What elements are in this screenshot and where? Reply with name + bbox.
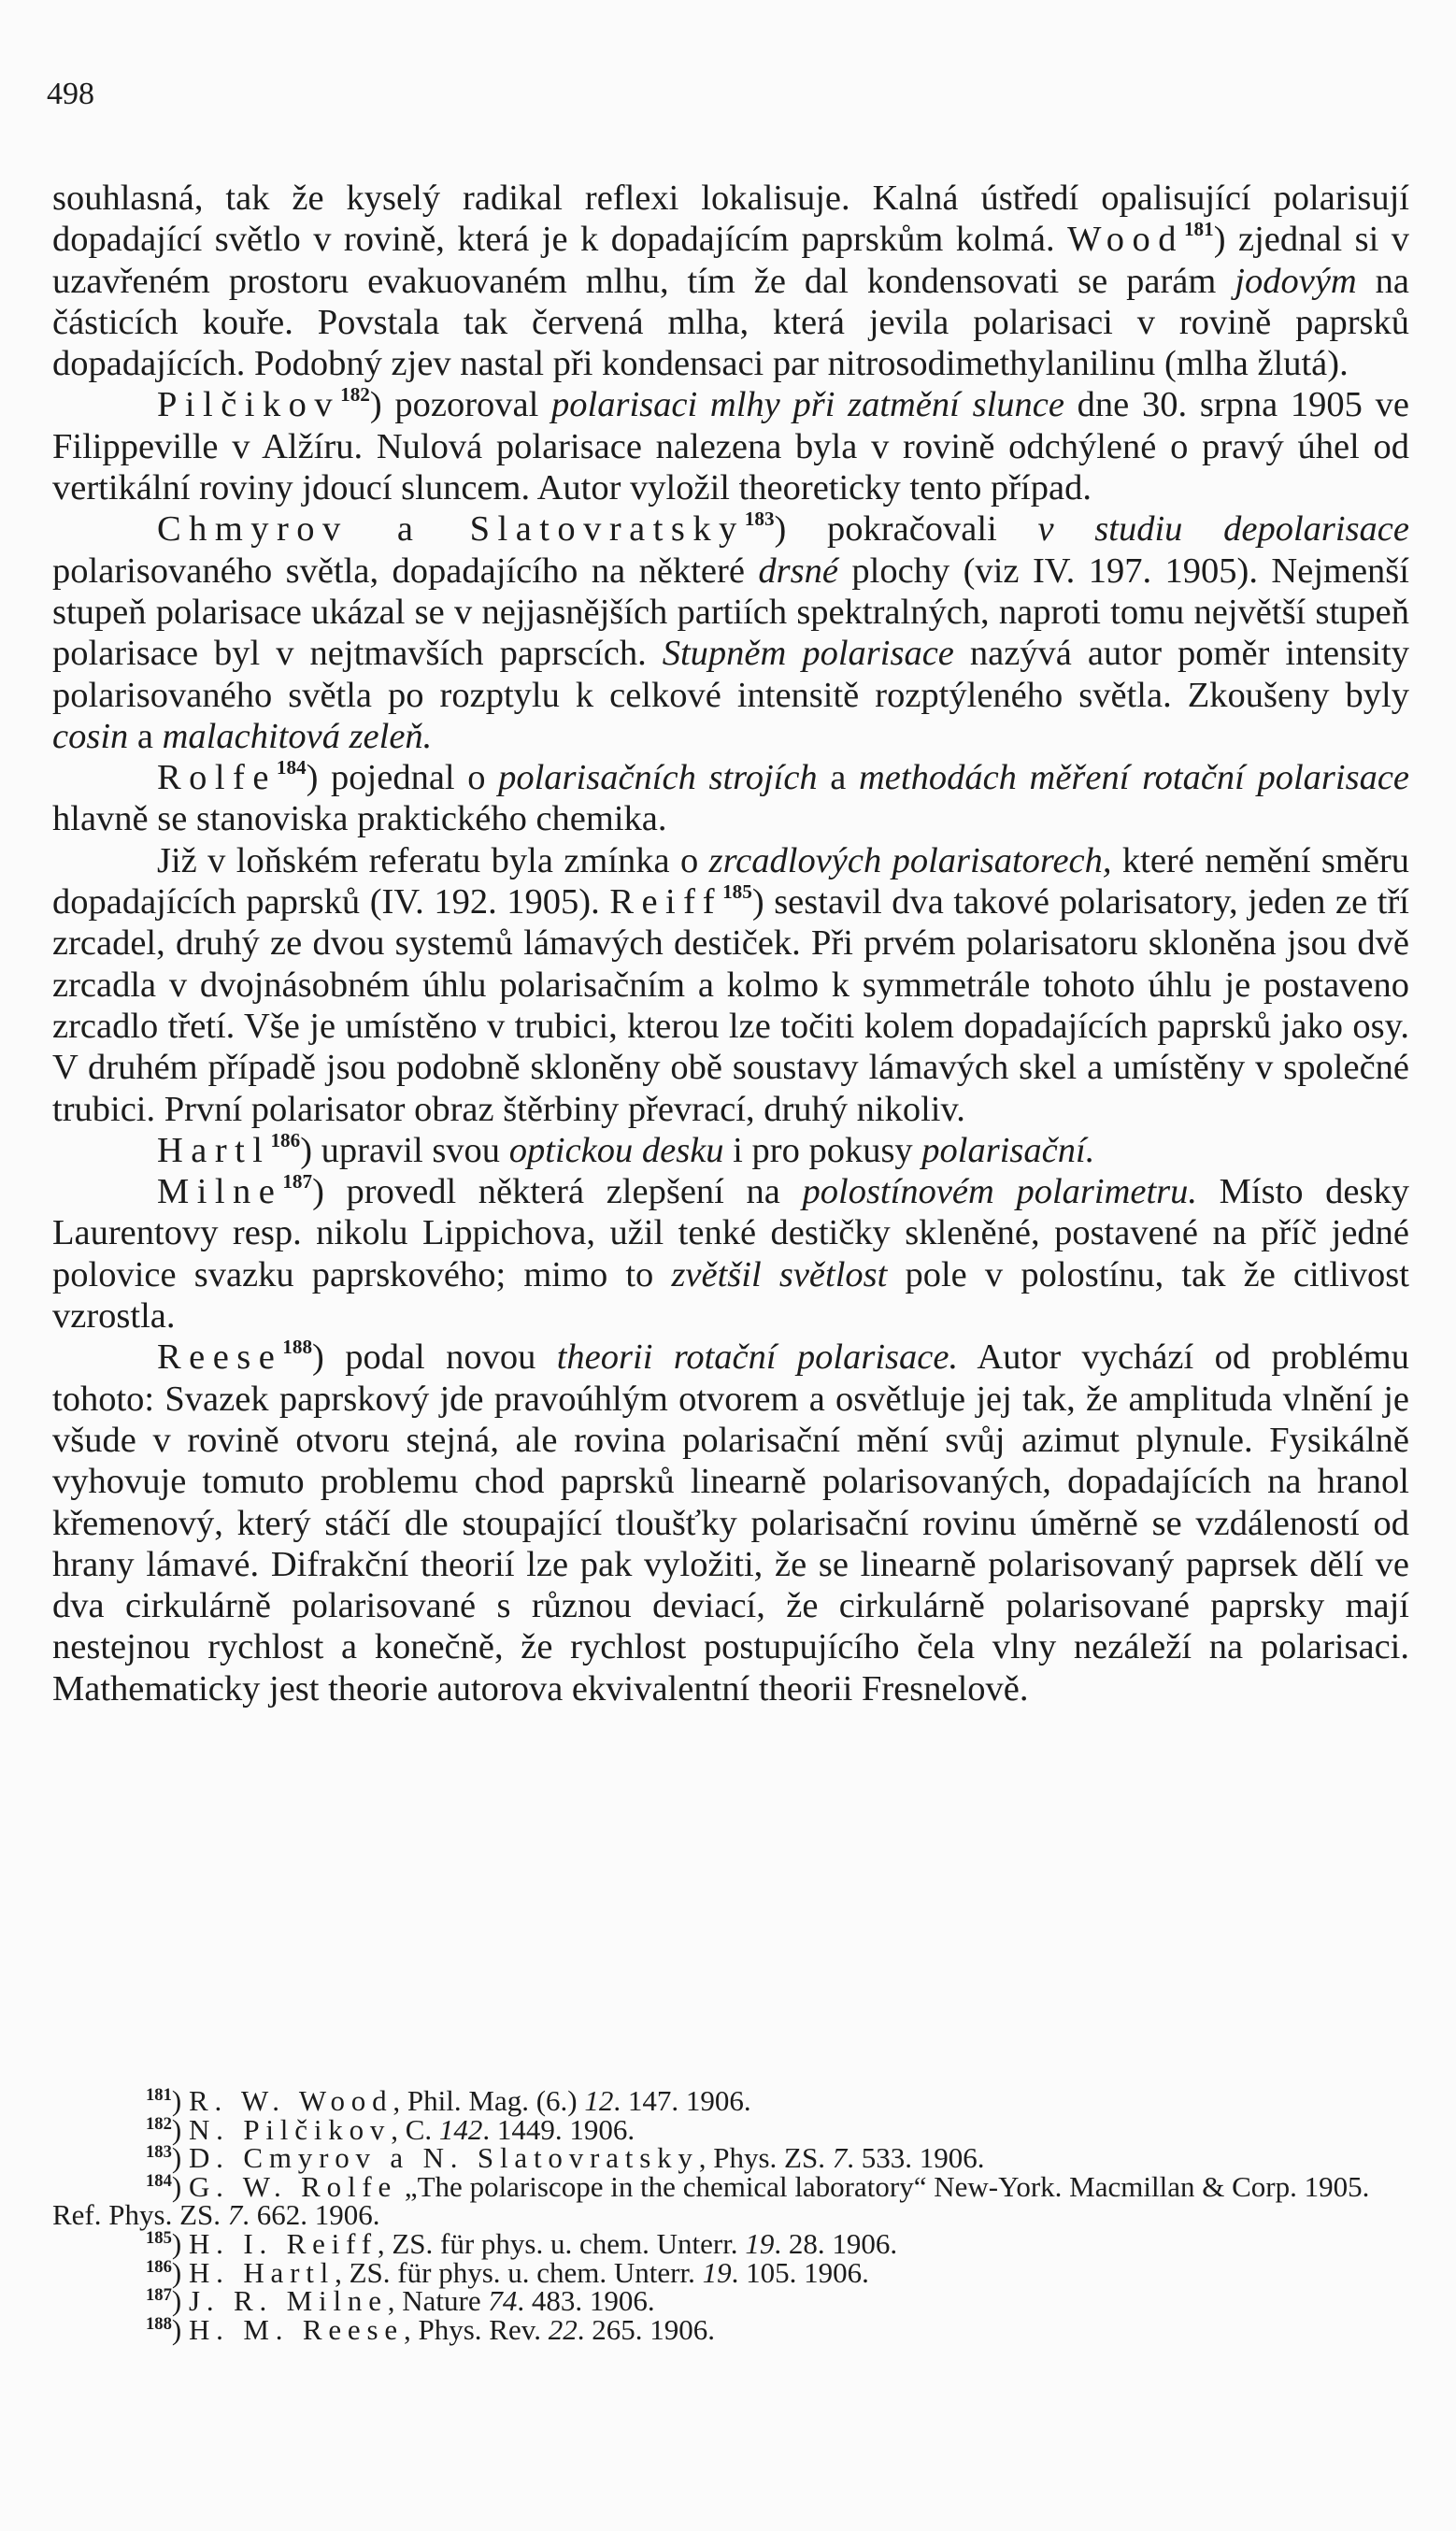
emphasis: jodovým bbox=[1235, 261, 1357, 301]
footnote-text: . 265. 1906. bbox=[577, 2312, 715, 2346]
footnote-ref: 183 bbox=[744, 508, 775, 531]
text-run: pole v polostínu, tak že citlivost vzrostla. bbox=[52, 1254, 1409, 1337]
paragraph-reiff bbox=[52, 840, 1409, 1130]
footnote: $^{186}$) H. Hartl, ZS. für phys. u. chem. Unterr. 19. 105. 1906. bbox=[146, 2255, 869, 2289]
footnote-author: J. R. Milne bbox=[188, 2284, 388, 2318]
emphasis: Stupněm polarisace bbox=[662, 634, 954, 674]
footnote-text: . 533. 1906. bbox=[847, 2141, 985, 2175]
emphasis: polarisačních strojích bbox=[498, 758, 818, 798]
text-run: i pro pokusy bbox=[723, 1130, 922, 1170]
footnote-text: . 147. 1906. bbox=[613, 2084, 751, 2117]
footnote-ref: 187 bbox=[282, 1170, 313, 1194]
emphasis: drsné bbox=[758, 551, 838, 591]
emphasis: polarisační. bbox=[921, 1130, 1095, 1170]
footnote-ref: 188 bbox=[282, 1336, 313, 1359]
text-run: Autor vychází od problému tohoto: Svazek paprskový jde pravoúhlým otvorem a osvětluje jej tak, že amplituda vlnění je všude v rovině otvoru stejná, ale rovina polarisační mění svůj azimut plynule. Fysikálně vyhovuje tomuto problemu chod paprsků linearně polarisovaných, dopadajících na hranol křemenový, který stáčí dle stoupající tloušťky polarisační rovinu úměrně se vzdáleností od hrany lámavé. Difrakční theorií lze pak vyložiti, že se linearně polarisovaný paprsek dělí ve dva cirkulárně polarisované s různou deviací, že cirkulárně polarisované paprsky mají nestejnou rychlost a konečně, že rychlost postupujícího čela vlny nezáleží na polarisaci. Mathematicky jest theorie autorova ekvivalentní theorii Fresnelově. bbox=[52, 1337, 1410, 1709]
footnote-ref: 185 bbox=[722, 880, 752, 904]
text-run: které nemění směru dopadajících paprsků (IV. 192. 1905). bbox=[52, 840, 1409, 922]
footnote-text: . 105. 1906. bbox=[731, 2255, 869, 2289]
author-name: Rolfe bbox=[157, 758, 277, 798]
text-run: ) pojednal o bbox=[306, 758, 499, 798]
footnote-volume: 7 bbox=[832, 2141, 848, 2175]
footnote-volume: 19 bbox=[702, 2255, 732, 2289]
text-run: ) podal novou bbox=[312, 1337, 557, 1378]
emphasis: theorii rotační polarisace. bbox=[556, 1337, 959, 1378]
footnote-text: . 1449. 1906. bbox=[482, 2112, 635, 2146]
author-name: Wood bbox=[1067, 220, 1184, 260]
text-run: ) upravil svou bbox=[300, 1130, 509, 1170]
emphasis: polarisaci mlhy při zatmění slunce bbox=[551, 385, 1064, 425]
text-run: ) sestavil dva takové polarisatory, jeden ze tří zrcadel, druhý ze dvou systemů lámavých destiček. Při prvém polarisatoru skloněna jsou dvě zrcadla v dvojnásobném úhlu polarisačním a kolmo k symmetrále tohoto úhlu je postaveno zrcadlo třetí. Vše je umístěno v trubici, kterou lze točiti kolem dopadajících paprsků jako osy. V druhém případě jsou podobně skloněny obě soustavy lámavých skel a umístěny v společné trubici. První polarisator obraz štěrbiny převrací, druhý nikoliv. bbox=[52, 882, 1410, 1129]
author-name: Pilčikov bbox=[157, 385, 341, 425]
footnote-text: , Nature bbox=[387, 2284, 489, 2318]
paragraph-milne bbox=[52, 1171, 1409, 1337]
footnote: $^{183}$) D. Cmyrov a N. Slatovratsky, Phys. ZS. 7. 533. 1906. bbox=[146, 2141, 985, 2175]
footnote-volume: 74 bbox=[488, 2284, 518, 2318]
footnote-text: , Phys. ZS. bbox=[698, 2141, 833, 2175]
footnote-text: , C. bbox=[391, 2112, 439, 2146]
footnote-author: H. Hartl bbox=[188, 2255, 335, 2289]
footnote-text: „The polariscope in the chemical laboratory“ New-York. Macmillan & Corp. 1905. Ref. Phys. ZS. bbox=[52, 2169, 1370, 2232]
text-run: souhlasná, tak že kyselý radikal reflexi lokalisuje. Kalná ústředí opalisující polarisují dopadající světlo v rovině, která je k dopadajícím paprskům kolmá. bbox=[52, 179, 1409, 260]
paragraph-wood bbox=[52, 178, 1409, 384]
footnote-number: 185 bbox=[146, 2227, 172, 2248]
footnote-author: G. W. Rolfe bbox=[188, 2169, 398, 2203]
text-run: ) pokračovali bbox=[774, 509, 1038, 550]
footnotes bbox=[52, 2084, 1409, 2346]
footnote-ref: 181 bbox=[1183, 218, 1214, 241]
footnote-number: 188 bbox=[146, 2313, 172, 2334]
author-name: Milne bbox=[157, 1172, 283, 1212]
emphasis: v studiu depolarisace bbox=[1037, 509, 1409, 550]
author-name: Chmyrov a Slatovratsky bbox=[157, 509, 745, 550]
author-name: Hartl bbox=[157, 1130, 271, 1170]
text-run: ) pozoroval bbox=[369, 385, 552, 425]
footnote: $^{181}$) R. W. Wood, Phil. Mag. (6.) 12. 147. 1906. bbox=[146, 2084, 751, 2117]
footnote-number: 181 bbox=[146, 2084, 172, 2105]
footnote-text: , Phys. Rev. bbox=[403, 2312, 549, 2346]
text-run: ) provedl některá zlepšení na bbox=[312, 1172, 803, 1212]
text-run: dne 30. srpna 1905 ve Filippeville v Alžíru. Nulová polarisace nalezena byla v rovině odchýlené o pravý úhel od vertikální roviny jdoucí sluncem. Autor vyložil theoreticky tento případ. bbox=[52, 385, 1409, 508]
emphasis: methodách měření rotační polarisace bbox=[859, 758, 1409, 798]
emphasis: zrcadlových polarisatorech, bbox=[708, 840, 1112, 880]
footnote: $^{185}$) H. I. Reiff, ZS. für phys. u. chem. Unterr. 19. 28. 1906. bbox=[146, 2226, 898, 2260]
author-name: Reiff bbox=[609, 882, 723, 922]
text-run: Místo desky Laurentovy resp. nikolu Lippichova, užil tenké destičky skleněné, postavené na příč jedné polovice svazku paprskového; mimo to bbox=[52, 1172, 1410, 1294]
footnote-ref: 184 bbox=[276, 756, 307, 779]
footnote-text: , ZS. für phys. u. chem. Unterr. bbox=[377, 2226, 746, 2260]
footnote-number: 184 bbox=[146, 2170, 172, 2191]
text-run: ) zjednal si v uzavřeném prostoru evakuovaném mlhu, tím že dal kondensovati se parám bbox=[52, 220, 1409, 301]
footnote-text: . 662. 1906. bbox=[242, 2198, 380, 2232]
paragraph-pilcikov bbox=[52, 384, 1409, 508]
text-run: na částicích kouře. Povstala tak červená mlha, která jevila polarisaci v rovině paprsků dopadajících. Podobný zjev nastal při kondensaci par nitrosodimethylanilinu (mlha žlutá). bbox=[52, 261, 1409, 384]
footnote: $^{182}$) N. Pilčikov, C. 142. 1449. 1906. bbox=[146, 2112, 635, 2146]
paragraph-reese bbox=[52, 1337, 1409, 1709]
footnote-text: . 28. 1906. bbox=[774, 2226, 898, 2260]
text-run: a bbox=[817, 758, 859, 798]
footnote-volume: 22 bbox=[548, 2312, 578, 2346]
emphasis: optickou desku bbox=[508, 1130, 724, 1170]
footnote-author: H. M. Reese bbox=[188, 2312, 404, 2346]
footnote-author: D. Cmyrov a N. Slatovratsky bbox=[188, 2141, 699, 2175]
paragraph-rolfe bbox=[52, 757, 1409, 840]
footnote-text: , Phil. Mag. (6.) bbox=[393, 2084, 585, 2117]
footnote: $^{187}$) J. R. Milne, Nature 74. 483. 1906. bbox=[146, 2284, 655, 2318]
footnote-number: 182 bbox=[146, 2113, 172, 2134]
footnote-author: R. W. Wood bbox=[188, 2084, 393, 2117]
paragraph-hartl bbox=[52, 1130, 1409, 1171]
text-run: hlavně se stanoviska praktického chemika. bbox=[52, 799, 667, 839]
footnote-number: 183 bbox=[146, 2142, 172, 2163]
text-run: polarisovaného světla, dopadajícího na některé bbox=[52, 551, 759, 591]
footnote-number: 187 bbox=[146, 2285, 172, 2305]
emphasis: cosin bbox=[52, 716, 129, 756]
footnote-ref: 182 bbox=[340, 383, 370, 407]
text-run: a bbox=[128, 716, 163, 756]
emphasis: zvětšil světlost bbox=[671, 1254, 888, 1294]
footnote-text: . 483. 1906. bbox=[517, 2284, 655, 2318]
footnote-author: N. Pilčikov bbox=[188, 2112, 392, 2146]
footnote-volume: 7 bbox=[227, 2198, 243, 2232]
footnote-ref: 186 bbox=[270, 1128, 301, 1151]
footnote-author: H. I. Reiff bbox=[188, 2226, 378, 2260]
footnote-volume: 12 bbox=[584, 2084, 614, 2117]
footnote-volume: 19 bbox=[745, 2226, 775, 2260]
page-number: 498 bbox=[47, 77, 94, 111]
footnote-number: 186 bbox=[146, 2256, 172, 2277]
emphasis: malachitová zeleň. bbox=[162, 716, 433, 756]
text-run: plochy (viz IV. 197. 1905). Nejmenší stupeň polarisace ukázal se v nejjasnějších partiích spektralných, naproti tomu největší stupeň polarisace byl v nejtmavších paprscích. bbox=[52, 551, 1409, 674]
text-run: nazývá autor poměr intensity polarisovaného světla po rozptylu k celkové intensitě rozptýleného světla. Zkoušeny byly bbox=[52, 634, 1410, 715]
author-name: Reese bbox=[157, 1337, 283, 1378]
footnote: $^{184}$) G. W. Rolfe „The polariscope in the chemical laboratory“ New-York. Macmillan & Corp. 1905. Ref. Phys. ZS. 7. 662. 1906. bbox=[52, 2169, 1370, 2232]
footnote: $^{188}$) H. M. Reese, Phys. Rev. 22. 265. 1906. bbox=[146, 2312, 715, 2346]
footnote-text: , ZS. für phys. u. chem. Unterr. bbox=[335, 2255, 703, 2289]
text-run: Již v loňském referatu byla zmínka o bbox=[157, 840, 709, 880]
footnote-volume: 142 bbox=[438, 2112, 483, 2146]
paragraph-chmyrov bbox=[52, 508, 1409, 757]
emphasis: polostínovém polarimetru. bbox=[802, 1172, 1198, 1212]
body-text bbox=[52, 178, 1409, 1709]
